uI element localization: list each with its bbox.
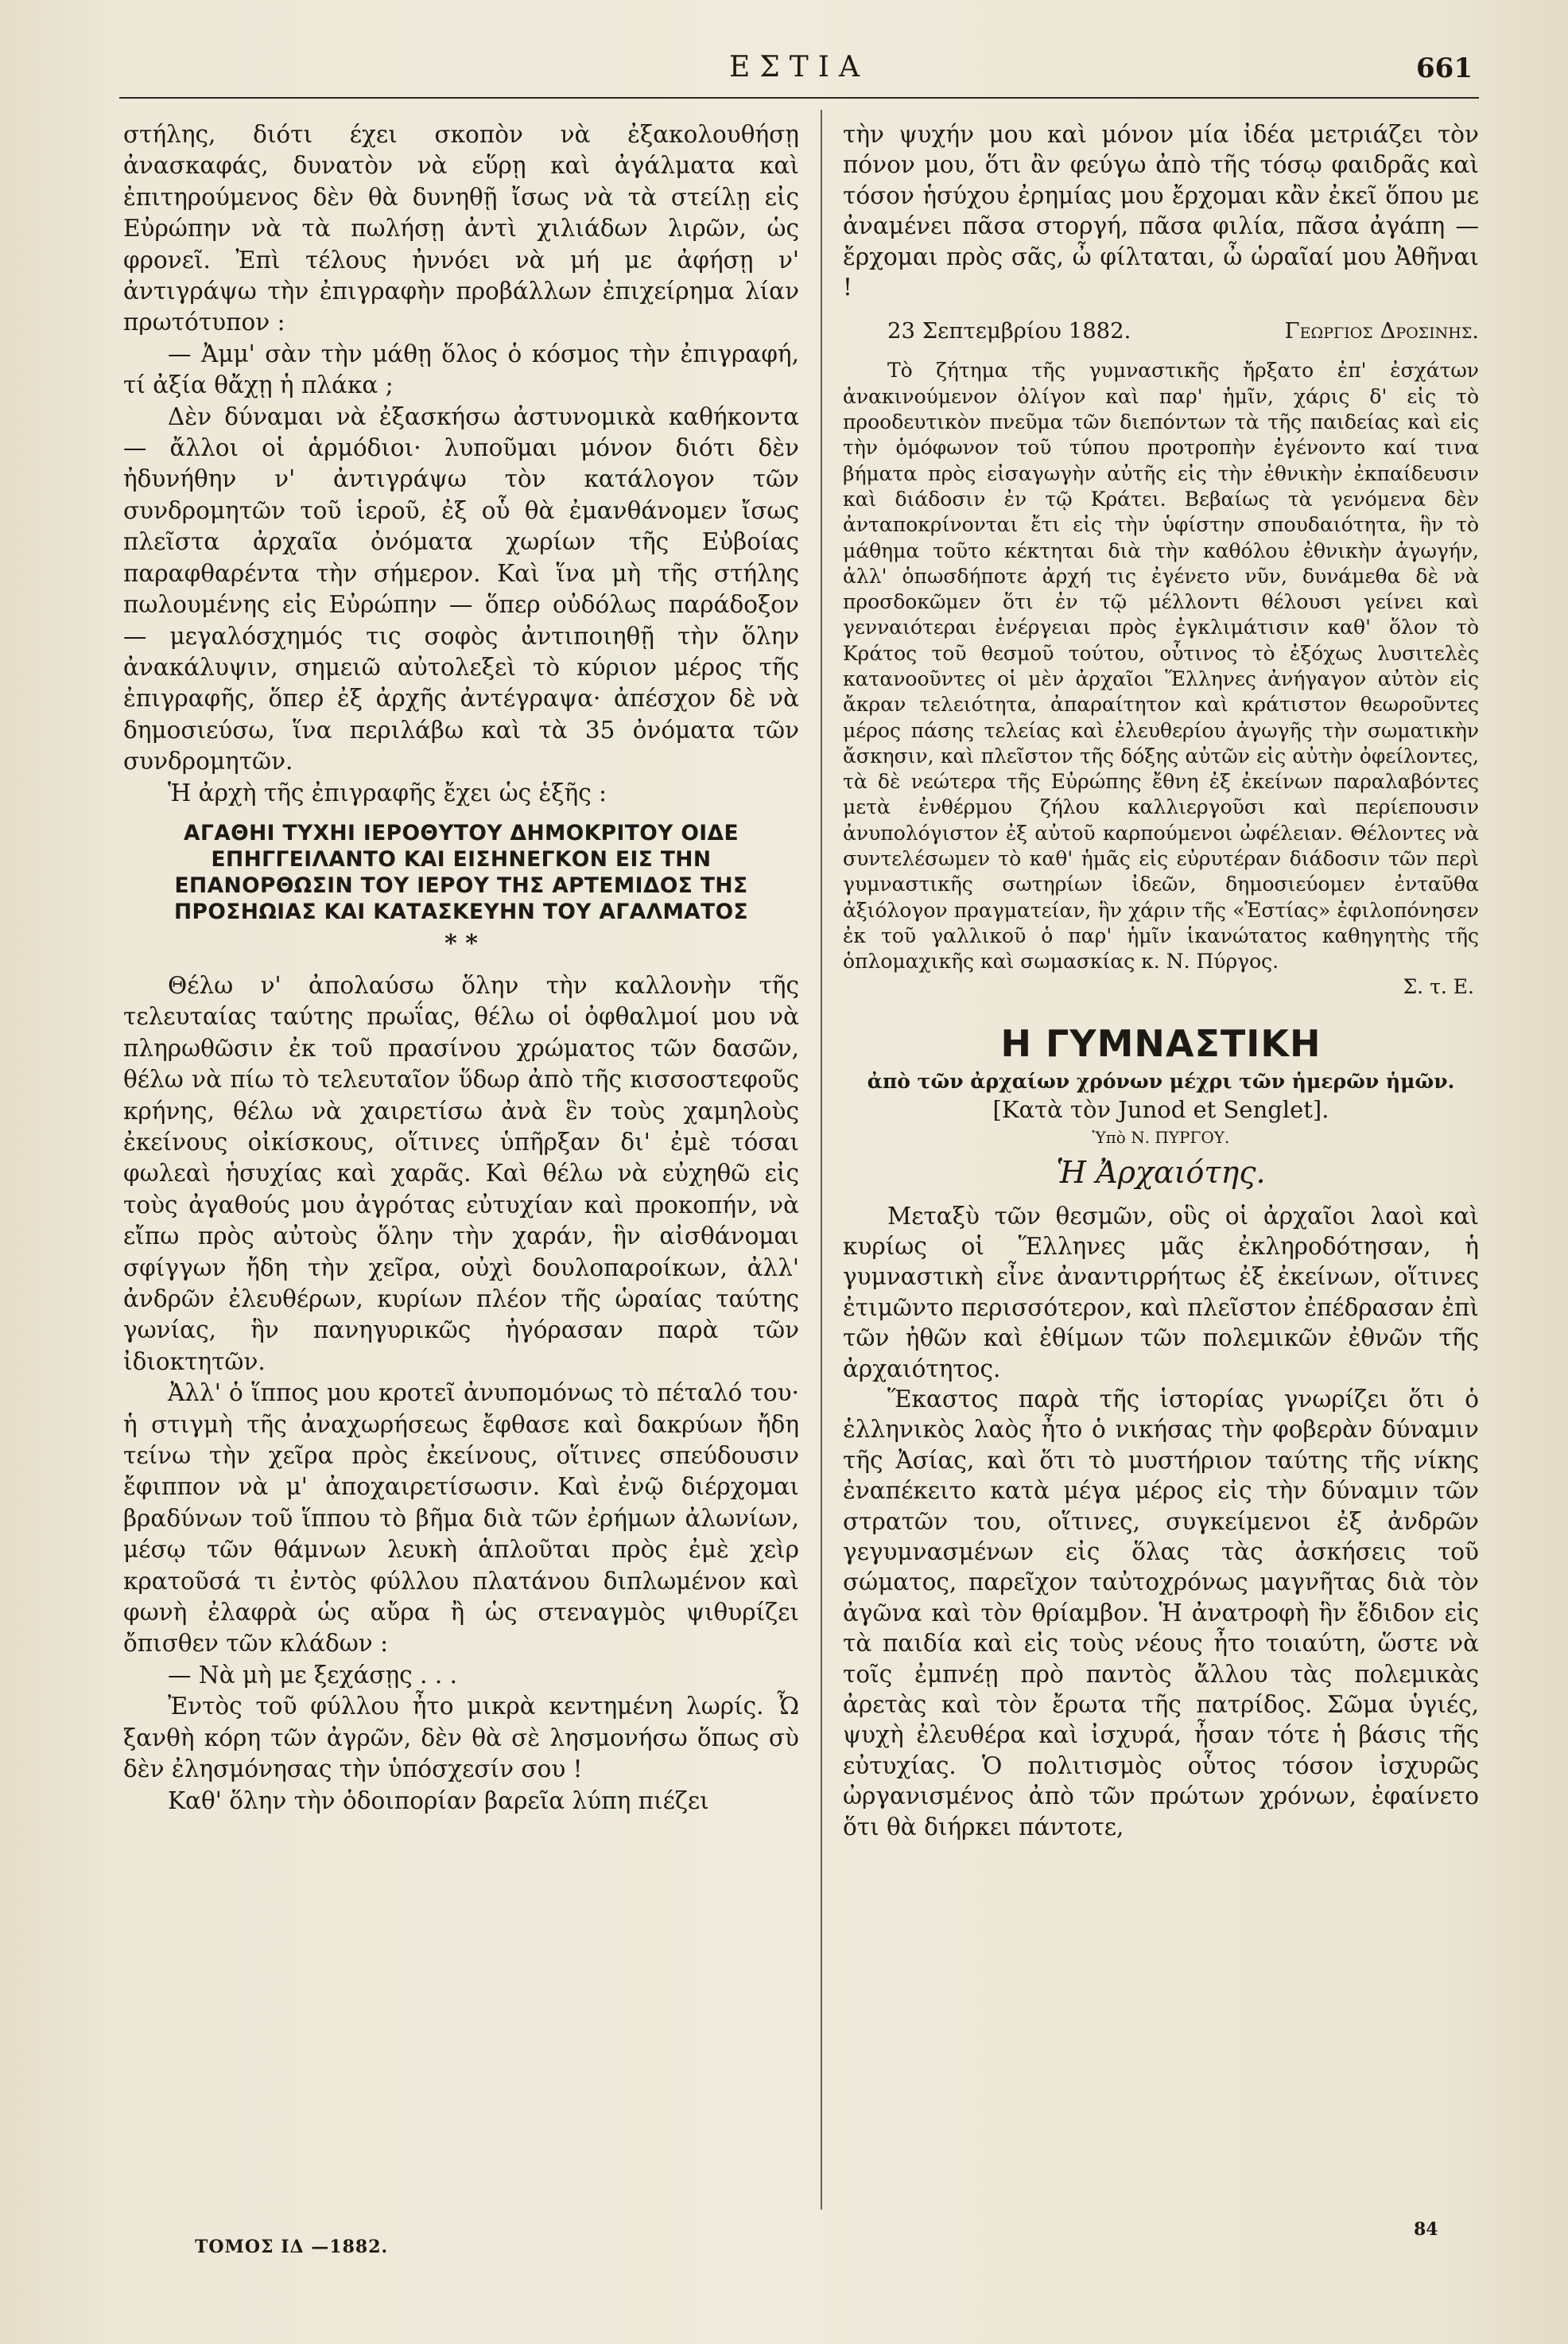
section-heading: Ἡ Ἀρχαιότης. <box>1056 1154 1266 1190</box>
paragraph: Ἀλλ' ὁ ἵππος μου κροτεῖ ἀνυπομόνως τὸ πέταλό του· ἡ στιγμὴ τῆς ἀναχωρήσεως ἔφθασε καὶ δακρύων ἤδη τείνω τὴν χεῖρα πρὸς ἐκείνους, οἵτινες σπεύδουσιν ἔφιππον νὰ μ' ἀποχαιρετίσωσιν. Καὶ ἐνῷ διέρχομαι βραδύνων τοῦ ἵππου τὸ βῆμα διὰ τῶν ἐρήμων ἀλωνίων, μέσῳ τῶν θάμνων λευκὴ ἁπλοῦται πρὸς ἐμὲ χεὶρ κρατοῦσά τι ἐντὸς φύλλου πλατάνου διπλωμένον καὶ φωνὴ ἐλαφρὰ ὡς αὔρα ἢ ὡς στεναγμὸς ψιθυρίζει ὄπισθεν τῶν κλάδων : <box>123 1379 799 1658</box>
paragraph: Καθ' ὅλην τὴν ὁδοιπορίαν βαρεῖα λύπη πιέζει <box>168 1786 709 1814</box>
page-number: 661 <box>1416 52 1473 84</box>
editor-initials: Σ. τ. Ε. <box>1403 974 1474 998</box>
paragraph: Ἡ ἀρχὴ τῆς ἐπιγραφῆς ἔχει ὡς ἑξῆς : <box>168 779 607 807</box>
column-divider <box>821 110 822 2210</box>
paragraph: — Ἀμμ' σὰν τὴν μάθῃ ὅλος ὁ κόσμος τὴν ἐπιγραφή, τί ἀξία θἄχῃ ἡ πλάκα ; <box>123 340 799 399</box>
volume-footer: ΤΟΜΟΣ ΙΔ —1882. <box>195 2237 389 2257</box>
article-translator: Ὑπὸ Ν. ΠΥΡΓΟΥ. <box>1092 1127 1230 1147</box>
paragraph: Θέλω ν' ἀπολαύσω ὅλην τὴν καλλονὴν τῆς τελευταίας ταύτης πρωΐας, θέλω οἱ ὀφθαλμοί μου νὰ πληρωθῶσιν ἐκ τοῦ πρασίνου χρώματος τῶν δασῶν, θέλω νὰ πίω τὸ τελευταῖον ὕδωρ ἀπὸ τῆς κισσοστεφοῦς κρήνης, θέλω νὰ χαιρετίσω ἀνὰ ἓν τοὺς χαμηλοὺς ἐκείνους οἰκίσκους, οἵτινες ὑπῆρξαν δι' ἐμὲ τόσαι φωλεαὶ ἡσυχίας καὶ χαρᾶς. Καὶ θέλω νὰ εὐχηθῶ εἰς τοὺς ἀγαθούς μου ἀγρότας εὐτυχίαν καὶ προκοπήν, νὰ εἴπω πρὸς αὐτοὺς ὅλην τὴν χαράν, ἣν αἰσθάνομαι σφίγγων ἤδη τὴν χεῖρα, οὐχὶ δουλοπαροίκων, ἀλλ' ἀνδρῶν ἐλευθέρων, κυρίων πλέον τῆς ὡραίας ταύτης γωνίας, ἣν πανηγυρικῶς ἠγόρασαν παρὰ τῶν ἰδιοκτητῶν. <box>123 971 799 1375</box>
article-date: 23 Σεπτεμβρίου 1882. <box>887 318 1131 344</box>
section-separator: * * <box>444 929 478 958</box>
inscription-text: ΑΓΑΘΗΙ ΤΥΧΗΙ ΙΕΡΟΘΥΤΟΥ ΔΗΜΟΚΡΙΤΟΥ ΟΙΔΕ ΕΠΗΓΓΕΙΛΑΝΤΟ ΚΑΙ ΕΙΣΗΝΕΓΚΟΝ ΕΙΣ ΤΗΝ ΕΠΑΝΟΡΘΩΣΙΝ ΤΟΥ ΙΕΡΟΥ ΤΗΣ ΑΡΤΕΜΙΔΟΣ ΤΗΣ ΠΡΟΣΗΩΙΑΣ ΚΑΙ ΚΑΤΑΣΚΕΥΗΝ ΤΟΥ ΑΓΑΛΜΑΤΟΣ <box>173 820 749 924</box>
paragraph: Τὸ ζήτημα τῆς γυμναστικῆς ἤρξατο ἐπ' ἐσχάτων ἀνακινούμενον ὀλίγον καὶ παρ' ἡμῖν, χάρις δ' εἰς τὸ προοδευτικὸν πνεῦμα τῶν διεπόντων τὰ τῆς παιδείας καὶ εἰς τὴν ὁμόφωνον τοῦ τύπου προτροπὴν ἐγένοντο καί τινα βήματα πρὸς εἰσαγωγὴν αὐτῆς εἰς τὴν ἐθνικὴν ἐκπαίδευσιν καὶ διάδοσιν ἐν τῷ Κράτει. Βεβαίως τὰ γενόμενα δὲν ἀνταποκρίνονται ἔτι εἰς τὴν ὑφίστην σπουδαιότητα, ἣν τὸ μάθημα τοῦτο κέκτηται διὰ τὴν καθόλου ἐθνικὴν ἀγωγήν, ἀλλ' ὁπωσδήποτε ἀρχή τις ἐγένετο νῦν, δυνάμεθα δὲ νὰ προσδοκῶμεν ὅτι ἐν τῷ μέλλοντι θέλουσι γείνει καὶ γενναιότεραι ἐνέργειαι πρὸς ἐγκλιμάτισιν καθ' ὅλον τὸ Κράτος τοῦ θεσμοῦ τούτου, οὗτινος τὸ ἐξόχως λυσιτελὲς κατανοοῦντες οἱ μὲν ἀρχαῖοι Ἕλληνες ἀνήγαγον αὐτὸν εἰς ἄκραν τελειότητα, ἀπαραίτητον καὶ κράτιστον θεωροῦντες μέρος πάσης τελείας καὶ ἐλευθερίου ἀγωγῆς τὴν σωματικὴν ἄσκησιν, καὶ πλεῖστον τῆς δόξης αὐτῶν εἰς αὐτὴν ὀφείλοντες, τὰ δὲ νεώτερα τῆς Εὐρώπης ἔθνη ἐξ ἐκείνων παραλαβόντες μετὰ ἐνθέρμου ζήλου καλλιεργοῦσι καὶ περίεπουσιν ἀνυπολόγιστον ἐξ αὐτοῦ καρπούμενοι ὠφέλειαν. Θέλοντες νὰ συντελέσωμεν τὸ καθ' ἡμᾶς εἰς εὐρυτέραν διάδοσιν τῶν περὶ γυμναστικῆς σωτηρίων ἰδεῶν, δημοσιεύομεν ἐνταῦθα ἀξιόλογον πραγματείαν, ἣν χάριν τῆς «Ἑστίας» ἐφιλοπόνησεν ἐκ τοῦ γαλλικοῦ ὁ παρ' ἡμῖν ἱκανώτατος καθηγητὴς τῆς ὁπλομαχικῆς καὶ σωμασκίας κ. Ν. Πύργος. <box>843 359 1479 974</box>
paragraph: — Νὰ μὴ με ξεχάσῃς . . . <box>168 1661 457 1689</box>
paragraph: τὴν ψυχήν μου καὶ μόνον μία ἰδέα μετριάζει τὸν πόνον μου, ὅτι ἂν φεύγω ἀπὸ τῆς τόσῳ φαιδρᾶς καὶ τόσον ἡσύχου ἐρημίας μου ἔρχομαι κἂν ἐκεῖ ὅπου με ἀναμένει πᾶσα στοργή, πᾶσα φιλία, πᾶσα ἀγάπη — ἔρχομαι πρὸς σᾶς, ὦ φίλταται, ὦ ὡραῖαί μου Ἀθῆναι ! <box>843 121 1479 301</box>
paragraph: στήλης, διότι έχει σκοπὸν νὰ ἐξακολουθήσῃ ἀνασκαφάς, δυνατὸν νὰ εὕρῃ καὶ ἀγάλματα καὶ ἐπιτηρούμενος δὲν θὰ δυνηθῇ ἴσως νὰ τὰ στείλῃ εἰς Εὐρώπην νὰ τὰ πωλήσῃ ἀντὶ χιλιάδων λιρῶν, ὡς φρονεῖ. Ἐπὶ τέλους ἠννόει νὰ μή με ἀφήσῃ ν' ἀντιγράψω τὴν ἐπιγραφὴν προβάλλων ἐπιχείρημα λίαν πρωτότυπον : <box>123 121 799 336</box>
paragraph: Δὲν δύναμαι νὰ ἐξασκήσω ἀστυνομικὰ καθήκοντα — ἄλλοι οἱ ἁρμόδιοι· λυποῦμαι μόνον διότι δὲν ἠδυνήθην ν' ἀντιγράψω τὸν κατάλογον τῶν συνδρομητῶν τοῦ ἱεροῦ, ἐξ οὗ θὰ ἐμανθάνομεν ἴσως πλεῖστα ἀρχαῖα ὀνόματα χωρίων τῆς Εὐβοίας παραφθαρέντα τὴν σήμερον. Καὶ ἵνα μὴ τῆς στήλης πωλουμένης εἰς Εὐρώπην — ὅπερ οὐδόλως παράδοξον — μεγαλόσχημός τις σοφὸς ἀντιποιηθῇ τὴν ὅλην ἀνακάλυψιν, σημειῶ αὐτολεξεὶ τὸ κύριον μέρος τῆς ἐπιγραφῆς, ὅπερ ἐξ ἀρχῆς ἀντέγραψα· ἀπέσχον δὲ νὰ δημοσιεύσω, ἵνα περιλάβω καὶ τὰ 35 ὀνόματα τῶν συνδρομητῶν. <box>123 402 799 776</box>
article-title: Η ΓΥΜΝΑΣΤΙΚΗ <box>1000 1021 1322 1065</box>
journal-title: ΕΣΤΙΑ <box>729 51 869 84</box>
article-subtitle: ἀπὸ τῶν ἀρχαίων χρόνων μέχρι τῶν ἡμερῶν ἡμῶν. <box>867 1069 1455 1093</box>
paragraph: Ἕκαστος παρὰ τῆς ἱστορίας γνωρίζει ὅτι ὁ ἑλληνικὸς λαὸς ἦτο ὁ νικήσας τὴν φοβερὰν δύναμιν τῆς Ἀσίας, καὶ ὅτι τὸ μυστήριον ταύτης τῆς νίκης ἐναπέκειτο κατὰ μέγα μέρος εἰς τὴν δύναμιν τῶν στρατῶν του, οἵτινες, συγκείμενοι ἐξ ἀνδρῶν γεγυμνασμένων εἰς ὅλας τὰς ἀσκήσεις τοῦ σώματος, παρεῖχον ταὐτοχρόνως μαγνῆτας διὰ τὸν ἀγῶνα καὶ τὸν θρίαμβον. Ἡ ἀνατροφὴ ἣν ἔδιδον εἰς τὰ παιδία καὶ εἰς τοὺς νέους ἦτο τοιαύτη, ὥστε νὰ τοῖς ἐμπνέῃ πρὸ παντὸς ἄλλου τὰς πολεμικὰς ἀρετὰς καὶ τὸν ἔρωτα τῆς πατρίδος. Σῶμα ὑγιές, ψυχὴ ἐλευθέρα καὶ ἰσχυρά, ἦσαν τότε ἡ βάσις τῆς εὐτυχίας. Ὁ πολιτισμὸς οὗτος τόσον ἰσχυρῶς ὠργανισμένος ἀπὸ τῶν πρώτων χρόνων, ἐφαίνετο ὅτι θὰ διήρκει πάντοτε, <box>843 1386 1479 1841</box>
right-column <box>843 119 1479 1842</box>
paragraph: Ἐντὸς τοῦ φύλλου ἦτο μικρὰ κεντημένη λωρίς. Ὦ ξανθὴ κόρη τῶν ἀγρῶν, δὲν θὰ σὲ λησμονήσω ὅπως σὺ δὲν ἐλησμόνησας τὴν ὑπόσχεσίν σου ! <box>123 1693 799 1783</box>
editorial-note <box>843 358 1479 974</box>
left-column <box>123 119 799 1817</box>
signature-line <box>843 318 1479 344</box>
signature-mark: 84 <box>1414 2219 1438 2240</box>
page-header <box>119 46 1479 94</box>
header-rule <box>119 97 1479 99</box>
paragraph: Μεταξὺ τῶν θεσμῶν, οὓς οἱ ἀρχαῖοι λαοὶ καὶ κυρίως οἱ Ἕλληνες μᾶς ἐκληροδότησαν, ἡ γυμναστικὴ εἶνε ἀναντιρρήτως ἐξ ἐκείνων, οἵτινες ἐτιμῶντο περισσότερον, καὶ πλεῖστον ἐπέδρασαν ἐπὶ τῶν ἠθῶν καὶ ἐθίμων τῶν πολεμικῶν ἐθνῶν τῆς ἀρχαιότητος. <box>843 1202 1479 1382</box>
article-source: [Κατὰ τὸν Junod et Senglet]. <box>992 1095 1329 1123</box>
article-author: Γεωργιος Δροσινης. <box>1284 318 1479 344</box>
